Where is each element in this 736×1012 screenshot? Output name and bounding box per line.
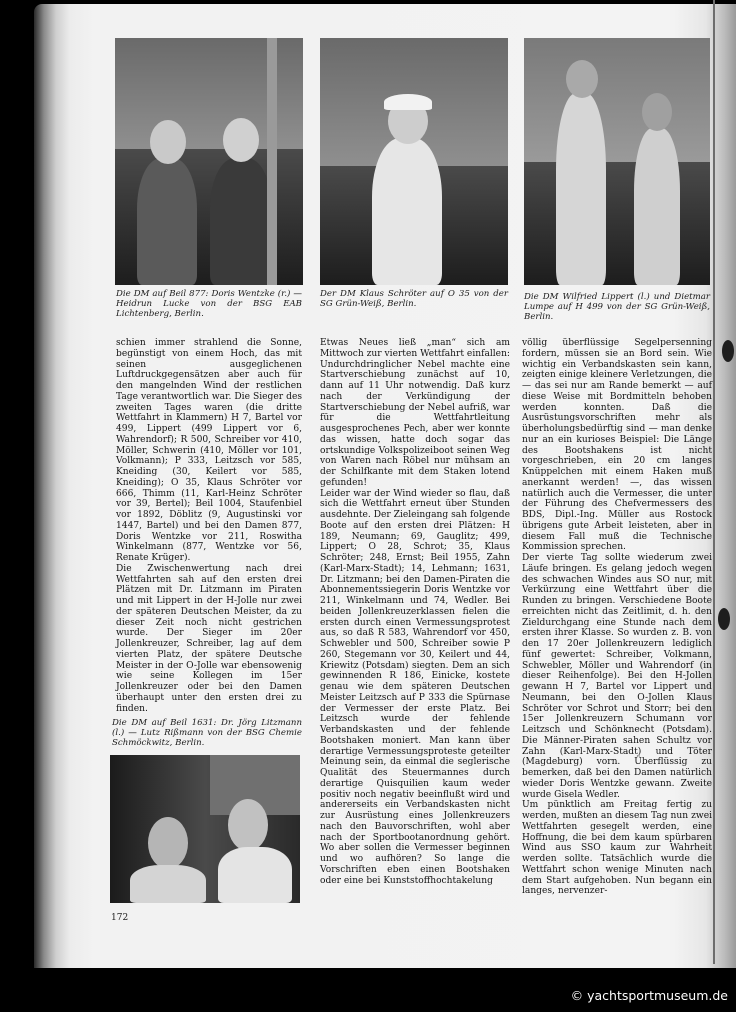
paragraph: völlig überflüssige Segelpersenning fordern, müssen sie an Bord sein. Wie wichtig ein Verbandskasten sein kann, zeigten einige kleinere Verletzungen, die — das sei nur am Rande bemerkt — auf diese Weise mit Bordmitteln behoben werden konnten. Daß die Ausrüstungsvorschriften mehr als überholungsbedürftig sind — man denke nur an ein kurioses Beispiel: Die Länge des Bootshakens ist nicht vorgeschrieben, ein 20 cm langes Knüppelchen mit einem Haken muß anerkannt werden! —, das wissen natürlich auch die Vermesser, die unter der Führung des Chefvermessers des BDS, Dipl.-Ing. Müller aus Rostock übrigens gute Arbeit leisteten, aber in diesem Fall muß die Technische Kommission sprechen. <box>522 338 712 553</box>
paragraph: Der vierte Tag sollte wiederum zwei Läufe bringen. Es gelang jedoch wegen des schwachen Windes aus SO nur, mit Verkürzung eine Wettfahrt über die Runden zu bringen. Verschiedene Boote erreichten nicht das Zeitlimit, d. h. den Zieldurchgang eine Stunde nach dem ersten ihrer Klasse. So wurden z. B. von den 17 20er Jollenkreuzern lediglich fünf gewertet: Schreiber, Volkmann, Schwebler, Möller und Wahrendorf (in dieser Reihenfolge). Bei den H-Jollen gewann H 7, Bartel vor Lippert und Neumann, bei den O-Jollen Klaus Schröter vor Schrot und Storr; bei den 15er Jollenkreuzern Schumann vor Leitzsch und Schönknecht (Potsdam). Die Männer-Piraten sahen Schultz vor Zahn (Karl-Marx-Stadt) und Töter (Magdeburg) vorn. Überflüssig zu bemerken, daß bei den Damen natürlich wieder Doris Wentzke gewann. Zweite wurde Gisela Wedler. <box>522 553 712 800</box>
page-gutter <box>713 0 715 964</box>
paragraph: Die Zwischenwertung nach drei Wettfahrten sah auf den ersten drei Plätzen mit Dr. Litzmann im Piraten und mit Lippert in der H-Jolle nur zwei der späteren Deutschen Meister, da zu dieser Zeit noch nicht gestrichen wurde. Der Sieger im 20er Jollenkreuzer, Schreiber, lag auf dem vierten Platz, der spätere Deutsche Meister in der O-Jolle war ebensowenig wie seine Kollegen im 15er Jollenkreuzer oder bei den Damen überhaupt unter den ersten drei zu finden. <box>116 563 302 714</box>
photo-wentzke-lucke <box>115 38 303 285</box>
photo-klaus-schroeter <box>320 38 508 285</box>
binding-hole-mark <box>718 608 730 630</box>
text-column-2 <box>320 338 510 886</box>
paragraph: schien immer strahlend die Sonne, begünstigt von einem Hoch, das mit seinen ausgeglichenen Luftdruckgegensätzen aber auch für den mangelnden Wind der restlichen Tage verantwortlich war. Die Sieger des zweiten Tages waren (die dritte Wettfahrt in Klammern) H 7, Bartel vor 499, Lippert (499 Lippert vor 6, Wahrendorf); R 500, Schreiber vor 410, Möller, Schwerin (410, Möller vor 101, Volkmann); P 333, Leitzsch vor 585, Kneiding (30, Keilert vor 585, Kneiding); O 35, Klaus Schröter vor 666, Thimm (11, Karl-Heinz Schröter vor 39, Bertel); Beil 1004, Staufenbiel vor 1892, Döblitz (9, Augustinski vor 1447, Bartel) und bei den Damen 877, Doris Wentzke vor 211, Roswitha Winkelmann (877, Wentzke vor 56, Renate Krüger). <box>116 338 302 563</box>
photo-litzmann-rissmann <box>110 755 300 903</box>
caption-photo-2: Der DM Klaus Schröter auf O 35 von der SG Grün-Weiß, Berlin. <box>320 289 508 310</box>
page-number: 172 <box>111 913 129 923</box>
caption-photo-1: Die DM auf Beil 877: Doris Wentzke (r.) — Heidrun Lucke von der BSG EAB Lichtenberg, Berlin. <box>116 289 302 320</box>
caption-photo-4: Die DM auf Beil 1631: Dr. Jörg Litzmann (l.) — Lutz Rißmann von der BSG Chemie Schmöckwitz, Berlin. <box>112 718 302 749</box>
paragraph: Leider war der Wind wieder so flau, daß sich die Wettfahrt erneut über Stunden ausdehnte. Der Zieleingang sah folgende Boote auf den ersten drei Plätzen: H 189, Neumann; 69, Gauglitz; 499, Lippert; O 28, Schrot; 35, Klaus Schröter; 248, Ernst; Beil 1955, Zahn (Karl-Marx-Stadt); 14, Lehmann; 1631, Dr. Litzmann; bei den Damen-Piraten die Abonnementssiegerin Doris Wentzke vor 211, Winkelmann und 74, Wedler. Bei beiden Jollenkreuzerklassen fielen die ersten durch einen Vermessungsprotest aus, so daß R 583, Wahrendorf vor 450, Schwebler und 500, Schreiber sowie P 260, Stegemann vor 30, Keilert und 44, Kriewitz (Potsdam) siegten. Dem an sich gewinnenden R 186, Einicke, kostete genau wie dem späteren Deutschen Meister Leitzsch auf P 333 die Spürnase der Vermesser der erste Platz. Bei Leitzsch wurde der fehlende Verbandskasten und der fehlende Bootshaken moniert. Man kann über derartige Vermessungsproteste geteilter Meinung sein, da einmal die seglerische Qualität des Steuermannes durch derartige Quisquilien kaum weder positiv noch negativ beeinflußt wird und andererseits ein Verbandskasten nicht zur Ausrüstung eines Jollenkreuzers nach den Bauvorschriften, wohl aber nach der Sportbootanordnung gehört. Wo aber sollen die Vermesser beginnen und wo aufhören? So lange die Vorschriften eben einen Bootshaken oder eine bei Kunststoffhochtakelung <box>320 488 510 886</box>
binding-hole-mark <box>722 340 734 362</box>
watermark: © yachtsportmuseum.de <box>570 988 728 1003</box>
text-column-3 <box>522 338 712 897</box>
paragraph: Etwas Neues ließ „man“ sich am Mittwoch zur vierten Wettfahrt einfallen: Undurchdringlicher Nebel machte eine Startverschiebung zunächst auf 10, dann auf 11 Uhr notwendig. Daß kurz nach der Verkündigung der Startverschiebung der Nebel aufriß, war für die Wettfahrtleitung ausgesprochenes Pech, aber wer konnte das wissen, hatte doch sogar das ortskundige Volkspolizeiboot seinen Weg von Waren nach Röbel nur mühsam an der Schilfkante mit dem Staken lotend gefunden! <box>320 338 510 488</box>
text-column-1 <box>116 338 302 714</box>
caption-photo-3: Die DM Wilfried Lippert (l.) und Dietmar Lumpe auf H 499 von der SG Grün-Weiß, Berlin. <box>524 292 710 323</box>
photo-lippert-lumpe <box>524 38 710 285</box>
paragraph: Um pünktlich am Freitag fertig zu werden, mußten an diesem Tag nun zwei Wettfahrten gesegelt werden, eine Hoffnung, die bei dem kaum spürbaren Wind aus SSO kaum zur Wahrheit werden sollte. Tatsächlich wurde die Wettfahrt schon wenige Minuten nach dem Start aufgehoben. Nun begann ein langes, nervenzer- <box>522 800 712 897</box>
